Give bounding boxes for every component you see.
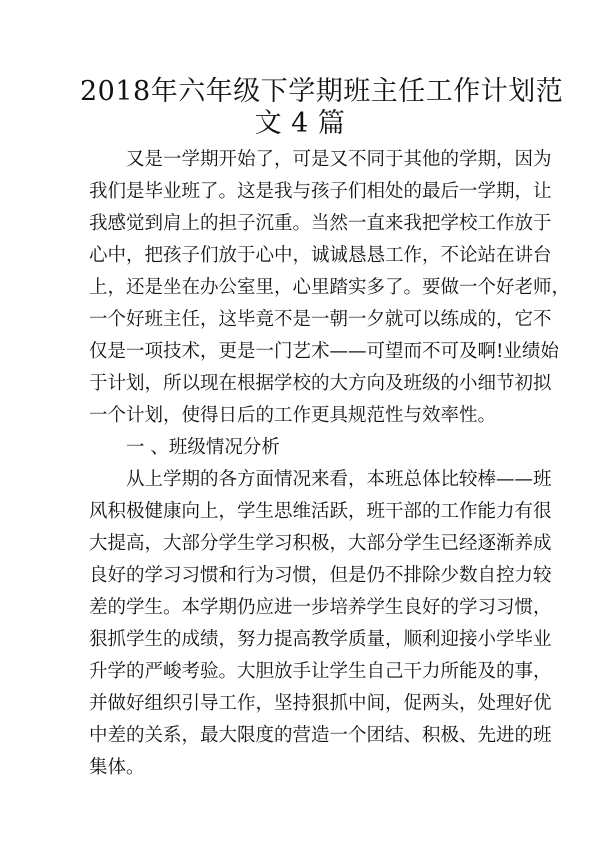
paragraph-1-line: 又是一学期开始了，可是又不同于其他的学期，因为 [126,149,552,170]
paragraph-1-line: 于计划，所以现在根据学校的大方向及班级的小细节初拟 [89,373,552,394]
document-title-line-2: 文 4 篇 [254,108,346,139]
paragraph-2-line: 大提高，大部分学生学习积极，大部分学生已经逐渐养成 [89,533,552,554]
paragraph-2-line: 中差的关系，最大限度的营造一个团结、积极、先进的班 [89,725,552,746]
paragraph-2-line: 狠抓学生的成绩，努力提高教学质量，顺利迎接小学毕业 [89,629,552,650]
document-title-line-1: 2018年六年级下学期班主任工作计划范 [80,76,564,107]
section-heading: 一 、班级情况分析 [126,437,280,458]
paragraph-2-line: 集体。 [89,757,145,778]
paragraph-1-line: 心中，把孩子们放于心中，诚诚恳恳工作，不论站在讲台 [89,245,552,266]
paragraph-1-line: 上，还是坐在办公室里，心里踏实多了。要做一个好老师， [89,277,571,298]
paragraph-1-line: 我感觉到肩上的担子沉重。当然一直来我把学校工作放于 [89,213,552,234]
paragraph-1-line: 仅是一项技术，更是一门艺术——可望而不可及啊!业绩始 [89,341,559,362]
paragraph-2-line: 风积极健康向上，学生思维活跃，班干部的工作能力有很 [89,501,552,522]
paragraph-2-line: 并做好组织引导工作，坚持狠抓中间，促两头，处理好优 [89,693,552,714]
paragraph-2-line: 差的学生。本学期仍应进一步培养学生良好的学习习惯， [89,597,552,618]
paragraph-1-line: 一个好班主任，这毕竟不是一朝一夕就可以练成的，它不 [89,309,552,330]
paragraph-2-line: 良好的学习习惯和行为习惯，但是仍不排除少数自控力较 [89,565,552,586]
paragraph-1-line: 一个计划，使得日后的工作更具规范性与效率性。 [89,405,497,426]
paragraph-2-line: 升学的严峻考验。大胆放手让学生自己干力所能及的事， [89,661,552,682]
paragraph-1-line: 我们是毕业班了。这是我与孩子们相处的最后一学期，让 [89,181,552,202]
paragraph-2-line: 从上学期的各方面情况来看，本班总体比较棒——班 [126,469,552,490]
